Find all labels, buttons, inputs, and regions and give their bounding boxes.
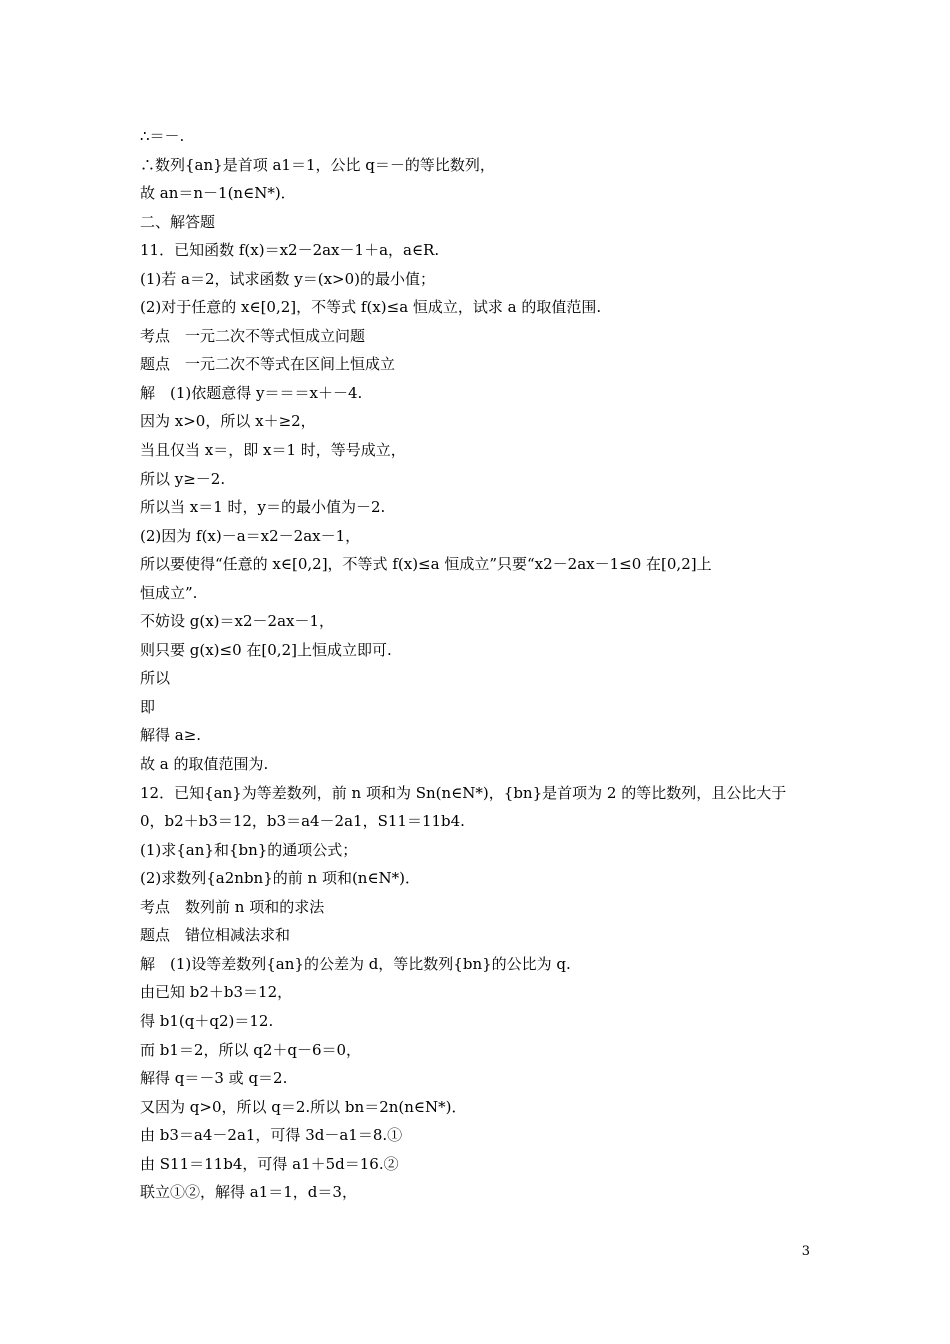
text-line: 则只要 g(x)≤0 在[0,2]上恒成立即可. [140, 640, 392, 659]
document-body [140, 122, 820, 1207]
text-line: 由已知 b2＋b3＝12， [140, 983, 293, 1002]
text-line: (2)求数列{a2nbn}的前 n 项和(n∈N*)． [140, 869, 421, 888]
text-line: ∴＝－. [140, 127, 185, 145]
text-line: (1)求{an}和{bn}的通项公式； [140, 840, 358, 859]
problem-12-statement: 12．已知{an}为等差数列，前 n 项和为 Sn(n∈N*)，{bn}是首项为 2 的等比数列，且公比大于 [140, 783, 787, 802]
page-number: 3 [801, 1244, 810, 1259]
text-line: 所以 y≥－2. [140, 469, 226, 488]
text-line: (2)因为 f(x)－a＝x2－2ax－1， [140, 526, 361, 545]
text-line: (1)若 a＝2，试求函数 y＝(x>0)的最小值； [140, 269, 436, 288]
text-line: ∴数列{an}是首项 a1＝1，公比 q＝－的等比数列， [140, 155, 495, 174]
text-line: 又因为 q>0，所以 q＝2.所以 bn＝2n(n∈N*)． [140, 1097, 467, 1116]
text-line: 所以 [140, 669, 171, 688]
text-line: 所以要使得“任意的 x∈[0,2]，不等式 f(x)≤a 恒成立”只要“x2－2ax－1≤0 在[0,2]上 [140, 555, 712, 574]
text-line: 故 a 的取值范围为. [140, 755, 269, 774]
text-line: 题点 错位相减法求和 [140, 926, 291, 945]
text-line: 解 (1)依题意得 y＝＝＝x＋－4. [140, 383, 363, 402]
text-line: 当且仅当 x＝，即 x＝1 时，等号成立， [140, 441, 406, 460]
text-line: 联立①②，解得 a1＝1，d＝3， [140, 1183, 357, 1202]
text-line: 解得 q＝－3 或 q＝2. [140, 1069, 288, 1088]
text-line: 题点 一元二次不等式在区间上恒成立 [140, 355, 396, 374]
text-line: 即 [140, 697, 156, 716]
text-line: 恒成立”. [140, 583, 198, 602]
text-line: 考点 一元二次不等式恒成立问题 [140, 326, 366, 345]
text-line: 由 b3＝a4－2a1，可得 3d－a1＝8.① [140, 1126, 403, 1145]
text-line: 而 b1＝2，所以 q2＋q－6＝0， [140, 1040, 362, 1059]
text-line: 得 b1(q＋q2)＝12. [140, 1011, 274, 1030]
text-line: 0，b2＋b3＝12，b3＝a4－2a1，S11＝11b4. [140, 812, 465, 831]
text-line: 不妨设 g(x)＝x2－2ax－1， [140, 612, 335, 631]
section-heading: 二、解答题 [140, 212, 216, 231]
text-line: 解得 a≥. [140, 726, 202, 745]
text-line: (2)对于任意的 x∈[0,2]，不等式 f(x)≤a 恒成立，试求 a 的取值范围. [140, 298, 602, 317]
text-line: 故 an＝n－1(n∈N*)． [140, 184, 296, 203]
text-line: 所以当 x＝1 时，y＝的最小值为－2. [140, 498, 386, 517]
problem-11-statement: 11．已知函数 f(x)＝x2－2ax－1＋a，a∈R. [140, 241, 440, 260]
text-line: 解 (1)设等差数列{an}的公差为 d，等比数列{bn}的公比为 q. [140, 954, 571, 973]
text-line: 由 S11＝11b4，可得 a1＋5d＝16.② [140, 1154, 399, 1173]
text-line: 考点 数列前 n 项和的求法 [140, 897, 325, 916]
text-line: 因为 x>0，所以 x＋≥2， [140, 412, 316, 431]
